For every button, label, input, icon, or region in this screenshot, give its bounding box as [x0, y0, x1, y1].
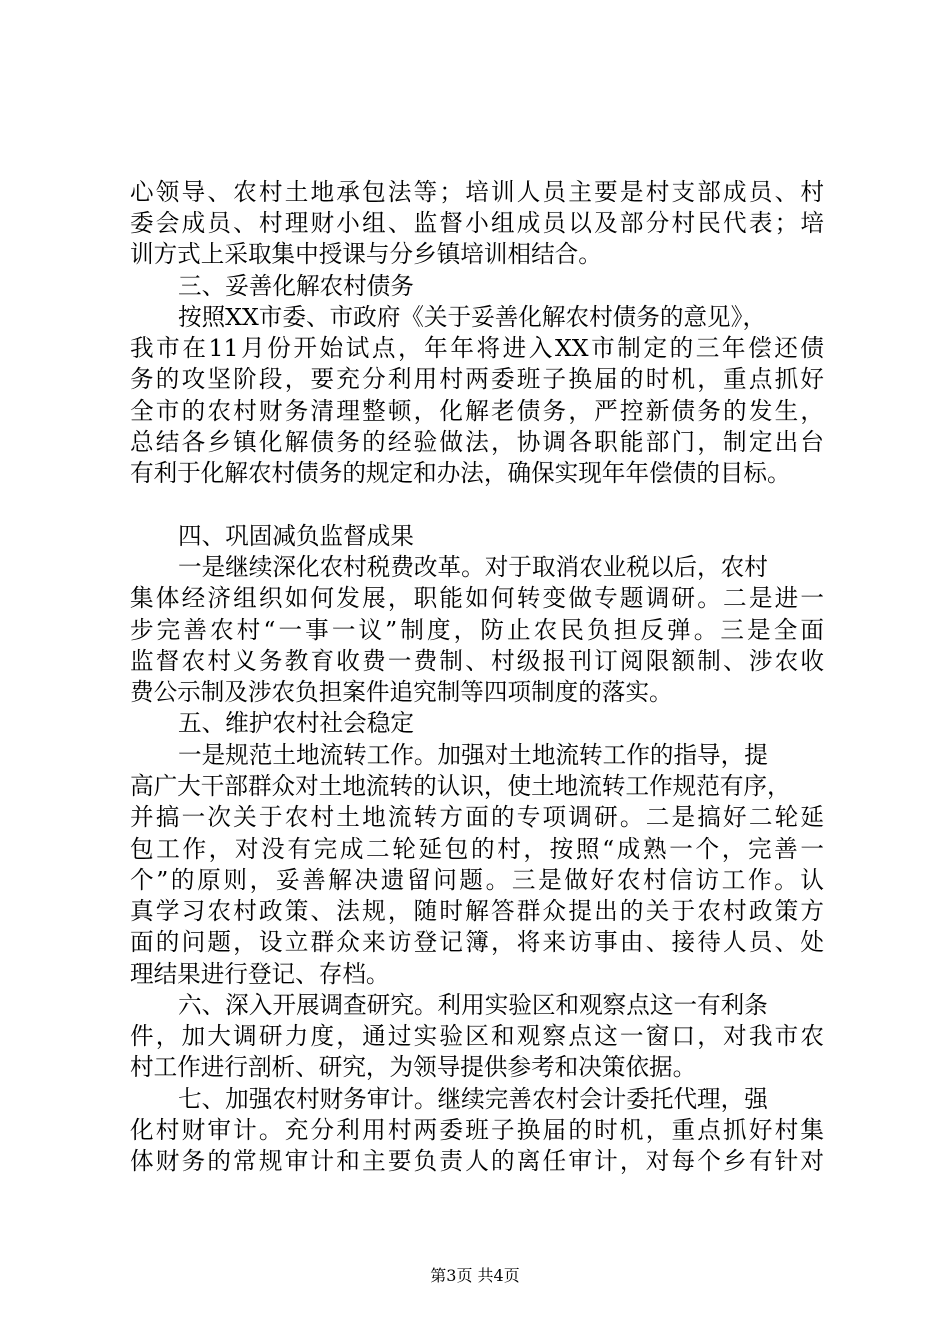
text-line: 村工作进行剖析、研究，为领导提供参考和决策依据。 [130, 1053, 697, 1081]
text-line: 一是继续深化农村税费改革。对于取消农业税以后，农村 [178, 553, 768, 581]
text-line: 体财务的常规审计和主要负责人的离任审计，对每个乡有针对 [130, 1147, 824, 1175]
text-line: 理结果进行登记、存档。 [130, 960, 390, 988]
text-line: 总结各乡镇化解债务的经验做法，协调各职能部门，制定出台 [130, 428, 824, 456]
section-heading: 三、妥善化解农村债务 [178, 272, 414, 300]
text-line: 真学习农村政策、法规，随时解答群众提出的关于农村政策方 [130, 897, 824, 925]
text-line: 委会成员、村理财小组、监督小组成员以及部分村民代表；培 [130, 209, 824, 237]
section-heading: 四、巩固减负监督成果 [178, 522, 414, 550]
text-line: 我市在11月份开始试点，年年将进入XX市制定的三年偿还债 [130, 334, 824, 362]
text-line: 面的问题，设立群众来访登记簿，将来访事由、接待人员、处 [130, 928, 824, 956]
text-line: 有利于化解农村债务的规定和办法，确保实现年年偿债的目标。 [130, 459, 791, 487]
text-line: 心领导、农村土地承包法等；培训人员主要是村支部成员、村 [130, 178, 824, 206]
text-line: 全市的农村财务清理整顿，化解老债务，严控新债务的发生， [130, 397, 824, 425]
section-heading: 五、维护农村社会稳定 [178, 709, 414, 737]
text-line: 件，加大调研力度，通过实验区和观察点这一窗口，对我市农 [130, 1022, 824, 1050]
text-line: 步完善农村“一事一议”制度，防止农民负担反弹。三是全面 [130, 616, 824, 644]
text-line: 训方式上采取集中授课与分乡镇培训相结合。 [130, 240, 602, 268]
page-footer: 第3页 共4页 [430, 1266, 520, 1285]
text-line: 高广大干部群众对土地流转的认识，使土地流转工作规范有序， [130, 772, 791, 800]
text-line: 按照XX市委、市政府《关于妥善化解农村债务的意见》， [178, 303, 767, 331]
text-line: 监督农村义务教育收费一费制、村级报刊订阅限额制、涉农收 [130, 647, 824, 675]
text-line: 个”的原则，妥善解决遗留问题。三是做好农村信访工作。认 [130, 866, 824, 894]
text-line: 包工作，对没有完成二轮延包的村，按照“成熟一个，完善一 [130, 835, 824, 863]
section-heading: 六、深入开展调查研究。利用实验区和观察点这一有利条 [178, 991, 768, 1019]
text-line: 费公示制及涉农负担案件追究制等四项制度的落实。 [130, 678, 673, 706]
text-line: 集体经济组织如何发展，职能如何转变做专题调研。二是进一 [130, 584, 824, 612]
section-heading: 七、加强农村财务审计。继续完善农村会计委托代理，强 [178, 1085, 768, 1113]
text-line: 一是规范土地流转工作。加强对土地流转工作的指导，提 [178, 741, 768, 769]
text-line: 并搞一次关于农村土地流转方面的专项调研。二是搞好二轮延 [130, 803, 824, 831]
text-line: 务的攻坚阶段，要充分利用村两委班子换届的时机，重点抓好 [130, 365, 824, 393]
text-line: 化村财审计。充分利用村两委班子换届的时机，重点抓好村集 [130, 1116, 824, 1144]
